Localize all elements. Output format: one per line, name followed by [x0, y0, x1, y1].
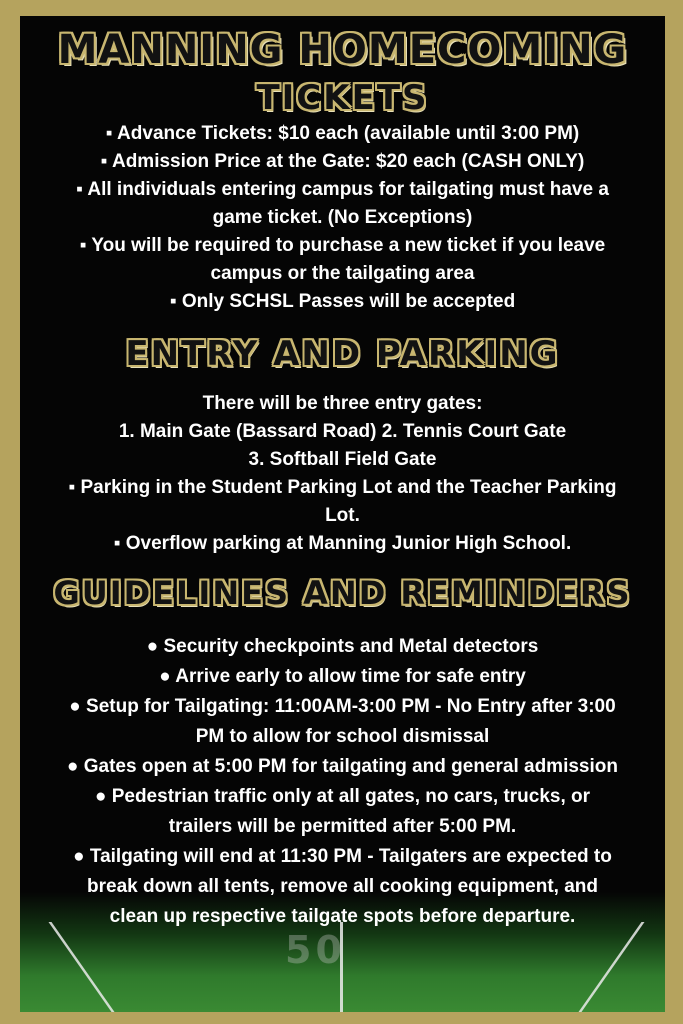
field-yard-number: 50	[285, 928, 346, 972]
flyer-content	[20, 16, 665, 932]
guideline-line: ● Tailgating will end at 11:30 PM - Tailgaters are expected to	[73, 846, 612, 867]
yard-line	[578, 922, 644, 1012]
tickets-line: ▪ All individuals entering campus for tailgating must have a	[76, 179, 609, 200]
tickets-section	[20, 120, 665, 316]
guideline-line: PM to allow for school dismissal	[195, 726, 490, 747]
guideline-line: ● Gates open at 5:00 PM for tailgating and general admission	[67, 756, 618, 777]
entry-line: There will be three entry gates:	[202, 393, 483, 414]
yard-line	[48, 922, 114, 1012]
guideline-line: break down all tents, remove all cooking equipment, and	[87, 876, 598, 897]
tickets-line: ▪ Admission Price at the Gate: $20 each (CASH ONLY)	[100, 151, 585, 172]
tickets-line: ▪ You will be required to purchase a new ticket if you leave	[79, 235, 606, 256]
tickets-line: campus or the tailgating area	[210, 263, 475, 284]
entry-parking-heading: ENTRY AND PARKING	[125, 334, 560, 374]
tickets-line: ▪ Only SCHSL Passes will be accepted	[169, 291, 516, 312]
flyer-frame	[20, 16, 665, 1012]
entry-line: 3. Softball Field Gate	[248, 449, 437, 470]
entry-line: Lot.	[325, 505, 360, 526]
entry-parking-section	[20, 390, 665, 558]
guideline-line: ● Setup for Tailgating: 11:00AM-3:00 PM - No Entry after 3:00	[69, 696, 616, 717]
guideline-line: ● Arrive early to allow time for safe entry	[159, 666, 526, 687]
entry-line: 1. Main Gate (Bassard Road) 2. Tennis Court Gate	[118, 421, 567, 442]
page-title: MANNING HOMECOMING	[57, 27, 628, 73]
guideline-line: clean up respective tailgate spots before departure.	[109, 906, 576, 927]
guideline-line: trailers will be permitted after 5:00 PM.	[168, 816, 517, 837]
tickets-heading: TICKETS	[256, 78, 429, 118]
entry-line: ▪ Parking in the Student Parking Lot and the Teacher Parking	[68, 477, 617, 498]
guidelines-section	[20, 632, 665, 932]
entry-line: ▪ Overflow parking at Manning Junior High School.	[113, 533, 572, 554]
guideline-line: ● Pedestrian traffic only at all gates, no cars, trucks, or	[94, 786, 591, 807]
tickets-line: game ticket. (No Exceptions)	[212, 207, 473, 228]
tickets-line: ▪ Advance Tickets: $10 each (available until 3:00 PM)	[105, 123, 580, 144]
guidelines-heading: GUIDELINES AND REMINDERS	[53, 574, 632, 612]
guideline-line: ● Security checkpoints and Metal detectors	[146, 636, 539, 657]
